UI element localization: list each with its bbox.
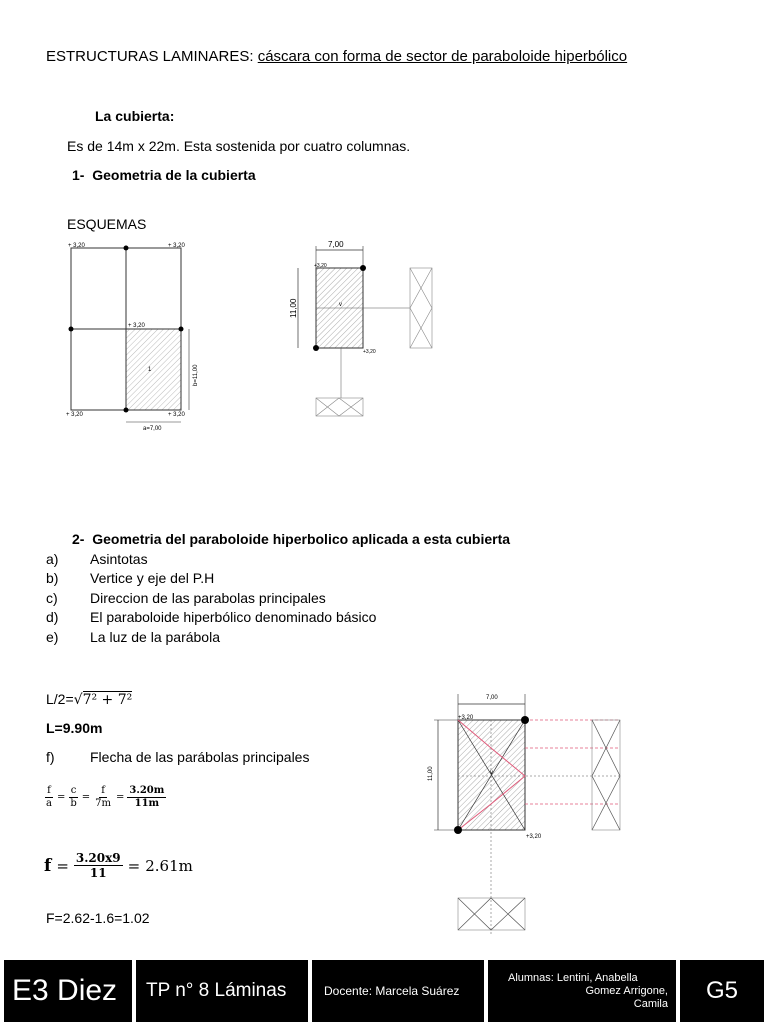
item-f	[46, 748, 309, 766]
footer-tp-box	[136, 960, 308, 1022]
formula-result: 2.61m	[145, 856, 193, 875]
column-point	[454, 826, 462, 834]
tp-title: TP n° 8 Láminas	[146, 980, 287, 1001]
title-prefix: ESTRUCTURAS LAMINARES:	[46, 48, 254, 65]
cell-label: 1	[148, 367, 152, 373]
top-dimension: 7,00	[486, 695, 498, 701]
column-point	[124, 408, 129, 413]
level-label: + 3,20	[68, 243, 85, 249]
item-f-letter: f)	[46, 749, 55, 765]
panel-section-diagram	[286, 238, 438, 420]
level-label: + 3,20	[128, 323, 145, 329]
esquemas-label: ESQUEMAS	[67, 216, 147, 232]
half-length-formula	[46, 690, 132, 709]
title-subject: cáscara con forma de sector de paraboloide hiperbólico	[257, 48, 628, 65]
side-section-curve	[592, 720, 620, 830]
footer-alumnas-box	[488, 960, 676, 1022]
side-section-curve	[410, 268, 432, 348]
fraction: $\frac{f}{a}$	[46, 785, 52, 809]
section2-list	[46, 550, 376, 647]
formula-lhs: f	[44, 855, 52, 876]
footer-group-box	[680, 960, 764, 1022]
side-dimension: 11,00	[289, 298, 298, 318]
bottom-level: +3,20	[526, 834, 542, 840]
top-dimension: 7,00	[328, 240, 344, 249]
side-section	[410, 268, 432, 348]
document-title	[46, 48, 627, 66]
side-section	[592, 720, 620, 830]
parabola-direction-diagram	[420, 688, 630, 938]
list-item: d) El paraboloide hiperbólico denominado básico	[46, 609, 377, 626]
bottom-section-curve	[316, 398, 363, 416]
column-point	[360, 265, 366, 271]
cubierta-heading: La cubierta:	[95, 108, 175, 124]
side-section-curve	[410, 268, 432, 348]
bottom-dimension: a=7,00	[143, 426, 162, 432]
ratio-formula: $\frac{f}{a}$ = $\frac{c}{b}$ = $\frac{f}{7m}$ = $\frac{3.20m}{11m}$	[46, 785, 165, 809]
column-point	[124, 246, 129, 251]
bottom-section	[458, 898, 525, 930]
column-point	[69, 327, 74, 332]
section2-heading	[72, 530, 510, 548]
fraction: $\frac{f}{7m}$	[95, 785, 112, 809]
side-dimension: b=11,00	[193, 364, 199, 386]
section1-heading	[72, 166, 256, 184]
vertex-label: v	[339, 302, 342, 308]
final-result: F=2.62-1.6=1.02	[46, 910, 150, 926]
list-item: b) Vertice y eje del P.H	[46, 570, 215, 587]
section2-number: 2-	[72, 531, 85, 547]
fraction: $\frac{3.20m}{11m}$	[129, 785, 165, 809]
length-result: L=9.90m	[46, 720, 103, 736]
side-section-curve	[592, 720, 620, 830]
bottom-section-curve	[316, 398, 363, 416]
course-code: E3 Diez	[12, 974, 118, 1007]
alumnas-line: Alumnas: Lentini, Anabella	[508, 971, 638, 984]
bottom-level: +3,20	[363, 349, 376, 355]
section2-title: Geometria del paraboloide hiperbolico aplicada a esta cubierta	[92, 531, 511, 547]
cubierta-description: Es de 14m x 22m. Esta sostenida por cuatro columnas.	[67, 138, 411, 154]
flecha-formula: f = $\frac{3.20x9}{11}$ = 2.61m	[44, 851, 193, 880]
group-code: G5	[705, 977, 738, 1004]
list-item: e) La luz de la parábola	[46, 628, 220, 645]
column-point	[313, 345, 319, 351]
column-point	[521, 716, 529, 724]
list-item: a) Asintotas	[46, 551, 148, 567]
level-label: + 3,20	[168, 412, 185, 418]
footer-title-block	[0, 950, 768, 1024]
bottom-section-curve	[458, 898, 525, 930]
footer-course-box	[4, 960, 132, 1022]
list-item: c) Direccion de las parabolas principales	[46, 589, 326, 606]
formula-rhs: 7² + 7²	[82, 692, 133, 708]
plan-grid-diagram	[62, 238, 204, 434]
side-dimension: 11,00	[428, 766, 434, 781]
top-level: +3,20	[458, 715, 474, 721]
formula-lhs: L/2=	[46, 691, 74, 707]
bottom-section	[316, 398, 363, 416]
top-level: +3,20	[314, 263, 327, 269]
docente-name: Docente: Marcela Suárez	[324, 984, 460, 998]
item-f-text: Flecha de las parábolas principales	[90, 749, 310, 765]
section1-title: Geometria de la cubierta	[92, 167, 256, 183]
vertex-label: v	[490, 770, 493, 776]
fraction: $\frac{3.20x9}{11}$	[75, 851, 121, 880]
footer-docente-box	[312, 960, 484, 1022]
hatched-quadrant	[126, 329, 181, 410]
alumnas-line: Camila	[633, 997, 668, 1010]
fraction: $\frac{c}{b}$	[70, 785, 77, 809]
alumnas-line: Gomez Arrigone,	[585, 984, 668, 997]
bottom-section-curve	[458, 898, 525, 930]
section1-number: 1-	[72, 167, 85, 183]
level-label: + 3,20	[66, 412, 83, 418]
column-point	[179, 327, 184, 332]
sqrt-symbol: √	[73, 692, 83, 708]
level-label: + 3,20	[168, 243, 185, 249]
